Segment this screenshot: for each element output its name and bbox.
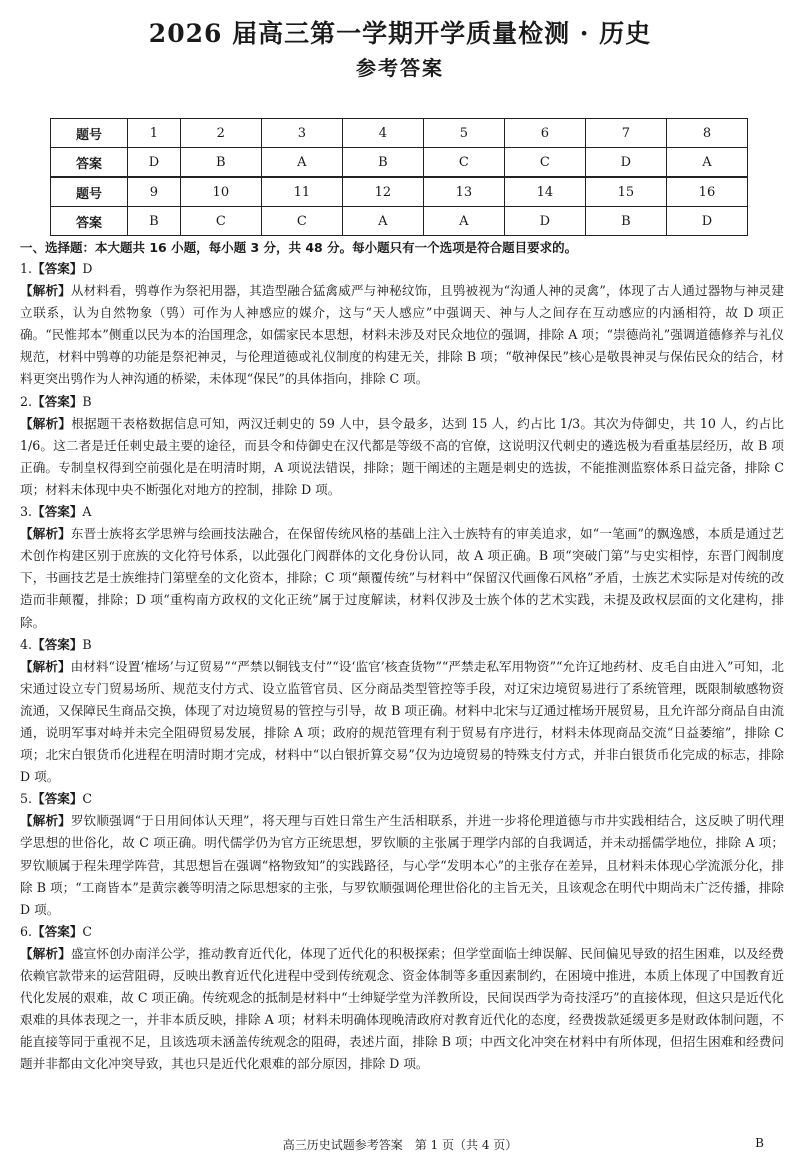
question-number-cell: 16	[666, 177, 747, 207]
answer-line	[20, 634, 784, 656]
explanation-text: 由材料“设置‘榷场’与辽贸易”“严禁以铜钱支付”“设‘监官’核查货物”“严禁走私军用物资”“允许辽地药材、皮毛自由进入”可知，北宋通过设立专门贸易场所、规范支付方式、设立监管官员、区分商品类型管控等手段，对辽宋边境贸易进行了系统管理，既限制敏感物资流通，又保障民生商品交换，体现了对边境贸易的管控与引导，故 B 项正确。材料中北宋与辽通过榷场开展贸易，且允许部分商品自由流通，说明军事对峙并未完全阻碍贸易发展，排除 A 项；政府的规范管理有利于贸易有序进行，材料未体现商品交流“日益萎缩”，排除 C 项；北宋白银货币化进程在明清时期才完成，材料中“以白银折算交易”仅为边境贸易的特殊支付方式，并非白银货币化完成的标志，排除 D 项。	[20, 658, 784, 785]
answer-cell: A	[423, 207, 504, 236]
answer-value: C	[82, 791, 93, 807]
answer-table-row-answers-1	[51, 148, 748, 178]
explain-tag: 【解析】	[20, 658, 71, 674]
section-heading: 一、选择题：本大题共 16 小题，每小题 3 分，共 48 分。每小题只有一个选项是符合题目要求的。	[20, 240, 578, 255]
answer-line	[20, 921, 784, 943]
explanation-text: 东晋士族将玄学思辨与绘画技法融合，在保留传统风格的基础上注入士族特有的审美追求，如“一笔画”的飘逸感，本质是通过艺术创作构建区别于庶族的文化符号体系，以此强化门阀群体的文化身份认同，故 A 项正确。B 项“突破门第”与史实相悖，东晋门阀制度下，书画技艺是士族维持门第壁垒的文化资本，排除；C 项“颠覆传统”与材料中“保留汉代画像石风格”矛盾，士族艺术实际是对传统的改造而非颠覆，排除；D 项“重构南方政权的文化正统”属于过度解读，材料仅涉及士族个体的艺术实践，未提及政权层面的文化建构，排除。	[20, 526, 784, 630]
answer-cell: C	[261, 207, 342, 236]
explain-tag: 【解析】	[20, 415, 72, 431]
explanation-text: 根据题干表格数据信息可知，两汉迁刺史的 59 人中，县令最多，达到 15 人，约占比 1/3。其次为侍御史，共 10 人，约占比 1/6。这二者是迁任刺史最主要的途径，而县令和侍御史在汉代都是等级不高的官僚，这说明汉代刺史的遴选极为看重基层经历，故 B 项正确。专制皇权得到空前强化是在明清时期，A 项说法错误，排除；题干阐述的主题是刺史的选拔，不能推测监察体系日益完备，排除 C 项；材料未体现中央不断强化对地方的控制，排除 D 项。	[20, 415, 785, 497]
answer-cell: C	[423, 148, 504, 178]
answer-cell: D	[504, 207, 585, 236]
explain-tag: 【解析】	[20, 813, 71, 829]
answer-cell: B	[128, 207, 181, 236]
explanation-text: 盛宣怀创办南洋公学，推动教育近代化，体现了近代化的积极探索；但学堂面临士绅误解、民间偏见导致的招生困难，以及经费依赖官款带来的运营阻碍，反映出教育近代化进程中受到传统观念、资金体制等多重因素制约，在困境中推进，本质上体现了中国教育近代化发展的艰难，故 C 项正确。传统观念的抵制是材料中“士绅疑学堂为洋教所设，民间误西学为奇技淫巧”的直接体现，但这只是近代化艰难的具体表现之一，并非本质反映，排除 A 项；材料未明确体现晚清政府对教育近代化的态度，经费拨款延缓更多是财政体制问题，不能直接等同于重视不足，且该选项未涵盖传统观念的阻碍，表述片面，排除 B 项；中西文化冲突在材料中有所体现，但招生困难和经费问题并非都由文化冲突导致，其也只是近代化艰难的部分原因，排除 D 项。	[20, 945, 785, 1072]
question-number-cell: 8	[666, 119, 747, 148]
answer-tag: 【答案】	[32, 923, 83, 939]
answer-tag: 【答案】	[32, 636, 83, 652]
explanation	[20, 943, 784, 1076]
question-number-cell: 4	[342, 119, 423, 148]
document-subtitle: 参考答案	[356, 56, 444, 80]
row-label-answer: 答案	[51, 148, 128, 178]
explain-tag: 【解析】	[20, 526, 71, 542]
answer-cell: B	[585, 207, 666, 236]
question-number: 5.	[20, 791, 33, 807]
answer-cell: C	[180, 207, 261, 236]
question-number-cell: 3	[261, 119, 342, 148]
answer-tag: 【答案】	[32, 791, 83, 807]
answer-table	[50, 118, 748, 236]
question-number-cell: 14	[504, 177, 585, 207]
answer-cell: A	[666, 148, 747, 178]
question-block	[20, 258, 784, 391]
question-number-cell: 12	[342, 177, 423, 207]
question-block	[20, 921, 784, 1076]
question-block	[20, 634, 784, 789]
question-number-cell: 5	[423, 119, 504, 148]
document-title: 2026 届高三第一学期开学质量检测 · 历史	[148, 19, 652, 48]
explanation	[20, 656, 784, 789]
question-block	[20, 501, 784, 634]
answer-value: B	[82, 636, 92, 652]
question-number-cell: 15	[585, 177, 666, 207]
answer-cell: D	[585, 148, 666, 178]
explanation	[20, 280, 784, 390]
question-number: 6.	[20, 923, 33, 939]
explanation	[20, 413, 784, 501]
answer-cell: A	[261, 148, 342, 178]
explain-tag: 【解析】	[20, 283, 71, 299]
answer-cell: C	[504, 148, 585, 178]
answer-table-row-answers-2	[51, 207, 748, 236]
question-number: 3.	[20, 504, 33, 520]
row-label-number: 题号	[51, 177, 128, 207]
answer-tag: 【答案】	[32, 261, 83, 276]
question-number: 1.	[20, 261, 33, 276]
answer-line	[20, 391, 784, 413]
question-number-cell: 11	[261, 177, 342, 207]
question-number-cell: 9	[128, 177, 181, 207]
answer-line	[20, 788, 784, 810]
question-number-cell: 7	[585, 119, 666, 148]
answer-table-row-numbers-1	[51, 119, 748, 148]
question-block	[20, 788, 784, 921]
explanations	[20, 258, 784, 1075]
answer-line	[20, 258, 784, 280]
explanation	[20, 810, 784, 920]
answer-cell: B	[180, 148, 261, 178]
answer-cell: B	[342, 148, 423, 178]
question-number-cell: 6	[504, 119, 585, 148]
page-footer: 高三历史试题参考答案 第 1 页（共 4 页）	[282, 1138, 518, 1152]
explain-tag: 【解析】	[20, 945, 71, 961]
question-number-cell: 2	[180, 119, 261, 148]
question-number-cell: 13	[423, 177, 504, 207]
explanation-text: 罗钦顺强调“于日用间体认天理”，将天理与百姓日常生产生活相联系，并进一步将伦理道德与市井实践相结合，这反映了明代理学思想的世俗化，故 C 项正确。明代儒学仍为官方正统思想，罗钦顺的主张属于理学内部的自我调适，并未动摇儒学地位，排除 A 项；罗钦顺属于程朱理学阵营，其思想旨在强调“格物致知”的实践路径，与心学“发明本心”的主张存在差异，且材料未体现心学流派分化，排除 B 项；“工商皆本”是黄宗羲等明清之际思想家的主张，与罗钦顺强调伦理世俗化的主旨无关，且该观念在明代中期尚未广泛传播，排除 D 项。	[20, 813, 784, 917]
question-block	[20, 391, 784, 501]
answer-value: D	[82, 261, 93, 276]
answer-cell: D	[666, 207, 747, 236]
question-number-cell: 1	[128, 119, 181, 148]
row-label-answer: 答案	[51, 207, 128, 236]
answer-cell: A	[342, 207, 423, 236]
answer-tag: 【答案】	[32, 393, 83, 409]
paper-version-mark: B	[755, 1136, 764, 1150]
answer-value: C	[82, 923, 93, 939]
answer-value: B	[82, 393, 92, 409]
question-number-cell: 10	[180, 177, 261, 207]
answer-line	[20, 501, 784, 523]
row-label-number: 题号	[51, 119, 128, 148]
answer-cell: D	[128, 148, 181, 178]
answer-value: A	[82, 504, 92, 520]
question-number: 2.	[20, 393, 33, 409]
answer-table-row-numbers-2	[51, 177, 748, 207]
question-number: 4.	[20, 636, 33, 652]
explanation	[20, 523, 784, 633]
answer-tag: 【答案】	[32, 504, 83, 520]
explanation-text: 从材料看，鸮尊作为祭祀用器，其造型融合猛禽威严与神秘纹饰，且鸮被视为“沟通人神的灵禽”，体现了古人通过器物与神灵建立联系，认为自然物象（鸮）可作为人神感应的媒介，这与“天人感应”中强调天、神与人之间存在互动感应的内涵相符，故 D 项正确。“民惟邦本”侧重以民为本的治国理念，如儒家民本思想，材料未涉及对民众地位的强调，排除 A 项；“崇德尚礼”强调道德修养与礼仪规范，材料中鸮尊的功能是祭祀神灵，与伦理道德或礼仪制度的构建无关，排除 B 项；“敬神保民”核心是敬畏神灵与保佑民众的结合，材料更突出鸮作为人神沟通的桥梁，未体现“保民”的具体指向，排除 C 项。	[20, 283, 784, 387]
